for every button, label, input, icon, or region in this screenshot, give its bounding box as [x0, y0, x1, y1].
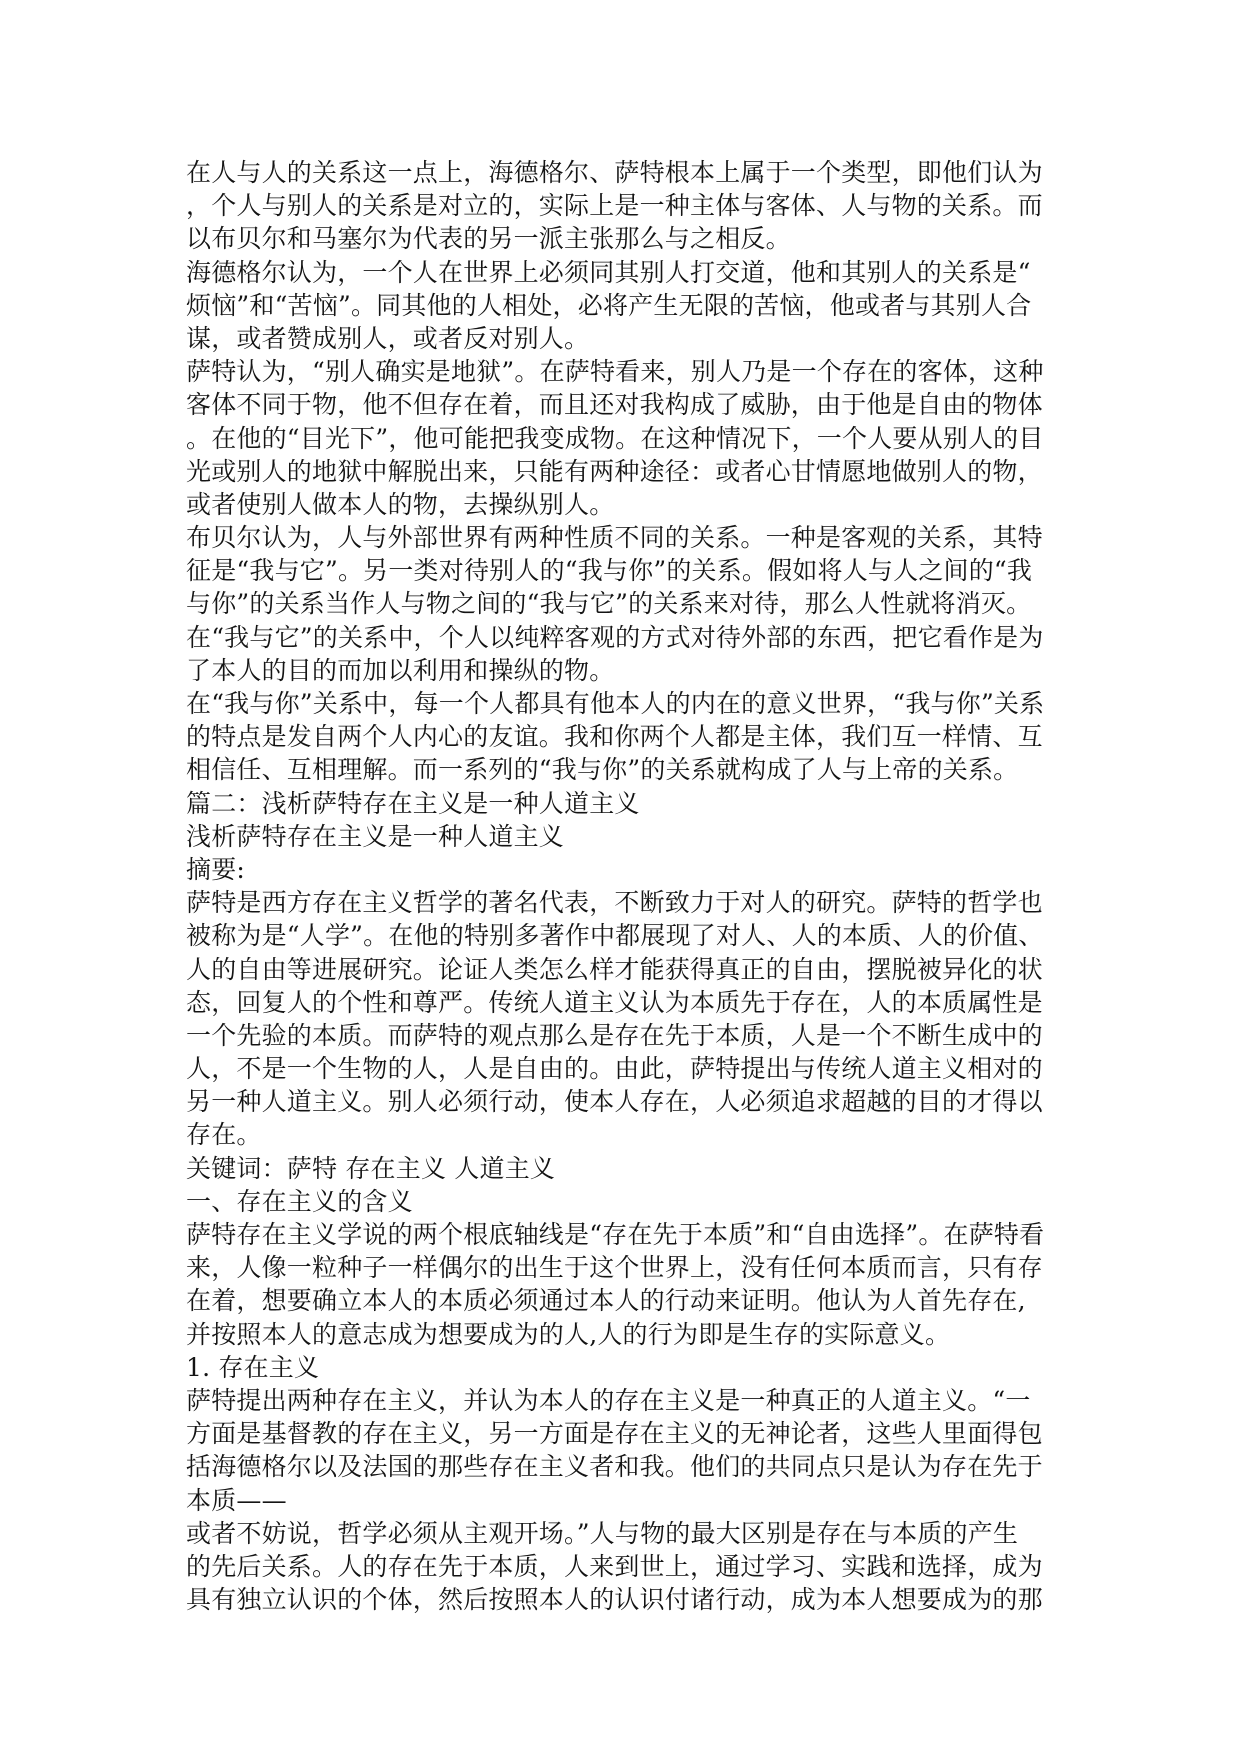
text-line: 布贝尔认为，人与外部世界有两种性质不同的关系。一种是客观的关系，其特 [186, 523, 1043, 553]
text-line: 萨特提出两种存在主义，并认为本人的存在主义是一种真正的人道主义。“一 [186, 1385, 1031, 1415]
text-line: 态，回复人的个性和尊严。传统人道主义认为本质先于存在，人的本质属性是 [186, 987, 1043, 1017]
abstract-label: 摘要: [186, 854, 246, 884]
text-line: 萨特是西方存在主义哲学的著名代表，不断致力于对人的研究。萨特的哲学也 [186, 888, 1043, 918]
text-line: 或者不妨说，哲学必须从主观开场。”人与物的最大区别是存在与本质的产生 [186, 1518, 1019, 1548]
text-line: 萨特认为，“别人确实是地狱”。在萨特看来，别人乃是一个存在的客体，这种 [186, 357, 1044, 387]
text-line: 光或别人的地狱中解脱出来，只能有两种途径：或者心甘情愿地做别人的物， [186, 456, 1043, 486]
keywords-line: 关键词：萨特 存在主义 人道主义 [186, 1153, 556, 1183]
text-line: 在着，想要确立本人的本质必须通过本人的行动来证明。他认为人首先存在, [186, 1286, 1026, 1316]
subsection-heading: 1. 存在主义 [186, 1352, 320, 1382]
text-line: 以布贝尔和马塞尔为代表的另一派主张那么与之相反。 [186, 224, 791, 254]
text-line: 来，人像一粒种子一样偶尔的出生于这个世界上，没有任何本质而言，只有存 [186, 1253, 1043, 1283]
text-line: 萨特存在主义学说的两个根底轴线是“存在先于本质”和“自由选择”。在萨特看 [186, 1220, 1045, 1249]
text-line: ，个人与别人的关系是对立的，实际上是一种主体与客体、人与物的关系。而 [186, 191, 1043, 221]
text-line: 方面是基督教的存在主义，另一方面是存在主义的无神论者，这些人里面得包 [186, 1419, 1043, 1449]
text-line: 的特点是发自两个人内心的友谊。我和你两个人都是主体，我们互一样情、互 [186, 722, 1043, 752]
text-line: 并按照本人的意志成为想要成为的人,人的行为即是生存的实际意义。 [186, 1319, 951, 1349]
text-line: 谋，或者赞成别人，或者反对别人。 [186, 323, 590, 353]
text-line: 相信任、互相理解。而一系列的“我与你”的关系就构成了人与上帝的关系。 [186, 755, 1019, 785]
text-line: 另一种人道主义。别人必须行动，使本人存在，人必须追求超越的目的才得以 [186, 1087, 1043, 1117]
section-heading: 篇二：浅析萨特存在主义是一种人道主义 [186, 788, 640, 818]
text-line: 人的自由等进展研究。论证人类怎么样才能获得真正的自由，摆脱被异化的状 [186, 954, 1043, 984]
text-line: 人，不是一个生物的人，人是自由的。由此，萨特提出与传统人道主义相对的 [186, 1054, 1043, 1084]
text-line: 存在。 [186, 1120, 262, 1150]
text-line: 一个先验的本质。而萨特的观点那么是存在先于本质，人是一个不断生成中的 [186, 1020, 1043, 1050]
text-line: 被称为是“人学”。在他的特别多著作中都展现了对人、人的本质、人的价值、 [186, 921, 1044, 951]
text-line: 。在他的“目光下”，他可能把我变成物。在这种情况下，一个人要从别人的目 [186, 423, 1044, 453]
text-line: 征是“我与它”。另一类对待别人的“我与你”的关系。假如将人与人之间的“我 [186, 556, 1033, 586]
text-line: 在“我与你”关系中，每一个人都具有他本人的内在的意义世界，“我与你”关系 [186, 689, 1045, 718]
text-line: 客体不同于物，他不但存在着，而且还对我构成了威胁，由于他是自由的物体 [186, 390, 1043, 420]
text-line: 在人与人的关系这一点上，海德格尔、萨特根本上属于一个类型，即他们认为 [186, 158, 1043, 187]
text-line: 具有独立认识的个体，然后按照本人的认识付诸行动，成为本人想要成为的那 [186, 1585, 1043, 1615]
text-line: 在“我与它”的关系中，个人以纯粹客观的方式对待外部的东西，把它看作是为 [186, 622, 1044, 652]
text-line: 与你”的关系当作人与物之间的“我与它”的关系来对待，那么人性就将消灭。 [186, 589, 1032, 619]
text-line: 括海德格尔以及法国的那些存在主义者和我。他们的共同点只是认为存在先于 [186, 1452, 1043, 1482]
text-line: 烦恼”和“苦恼”。同其他的人相处，必将产生无限的苦恼，他或者与其别人合 [186, 290, 1032, 320]
document-page [186, 156, 1056, 1616]
text-line: 本质—— [186, 1485, 287, 1515]
text-line: 了本人的目的而加以利用和操纵的物。 [186, 655, 615, 685]
text-line: 海德格尔认为，一个人在世界上必须同其别人打交道，他和其别人的关系是“ [186, 257, 1031, 287]
section-heading: 一、存在主义的含义 [186, 1186, 413, 1216]
text-line: 的先后关系。人的存在先于本质，人来到世上，通过学习、实践和选择，成为 [186, 1551, 1043, 1581]
article-title: 浅析萨特存在主义是一种人道主义 [186, 821, 565, 851]
text-line: 或者使别人做本人的物，去操纵别人。 [186, 489, 615, 519]
